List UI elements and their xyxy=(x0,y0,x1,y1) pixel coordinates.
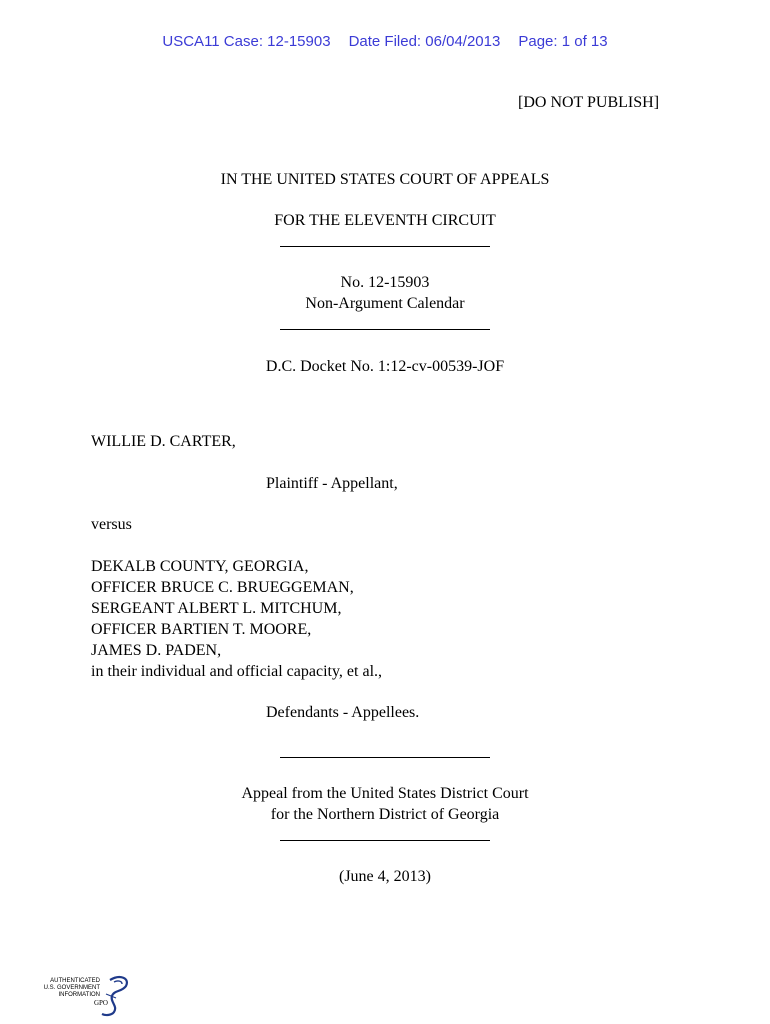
divider-rule xyxy=(280,329,490,330)
defendant-line: DEKALB COUNTY, GEORGIA, xyxy=(91,558,309,575)
defendant-line: OFFICER BRUCE C. BRUEGGEMAN, xyxy=(91,579,354,596)
docket-number: D.C. Docket No. 1:12-cv-00539-JOF xyxy=(265,358,505,375)
gpo-seal-line-3: INFORMATION xyxy=(58,992,100,998)
decision-date: (June 4, 2013) xyxy=(339,868,431,885)
circuit-title: FOR THE ELEVENTH CIRCUIT xyxy=(274,212,496,229)
header-stamp xyxy=(0,33,770,50)
case-number: No. 12-15903 xyxy=(340,274,430,291)
page-count-stamp: Page: 1 of 13 xyxy=(518,33,608,50)
defendant-line: in their individual and official capacity, et al., xyxy=(91,663,383,680)
gpo-seal-mark: GPO xyxy=(93,999,108,1007)
plaintiff-role: Plaintiff - Appellant, xyxy=(266,475,398,492)
defendant-role: Defendants - Appellees. xyxy=(266,704,420,721)
publish-note: [DO NOT PUBLISH] xyxy=(518,94,660,111)
calendar-type: Non-Argument Calendar xyxy=(305,295,465,312)
divider-rule xyxy=(280,246,490,247)
court-title: IN THE UNITED STATES COURT OF APPEALS xyxy=(220,171,550,188)
defendant-line: JAMES D. PADEN, xyxy=(91,642,222,659)
versus-label: versus xyxy=(91,516,132,533)
plaintiff-name: WILLIE D. CARTER, xyxy=(91,433,236,450)
case-number-stamp: USCA11 Case: 12-15903 xyxy=(162,33,331,50)
date-filed-stamp: Date Filed: 06/04/2013 xyxy=(348,33,501,50)
appeal-line-2: for the Northern District of Georgia xyxy=(270,806,500,823)
divider-rule xyxy=(280,757,490,758)
gpo-seal-line-2: U.S. GOVERNMENT xyxy=(43,985,100,991)
divider-rule xyxy=(280,840,490,841)
gpo-seal-line-1: AUTHENTICATED xyxy=(50,978,100,984)
appeal-line-1: Appeal from the United States District Court xyxy=(241,785,529,802)
defendant-line: OFFICER BARTIEN T. MOORE, xyxy=(91,621,312,638)
defendant-line: SERGEANT ALBERT L. MITCHUM, xyxy=(91,600,342,617)
gpo-authentication-seal xyxy=(40,972,132,1018)
